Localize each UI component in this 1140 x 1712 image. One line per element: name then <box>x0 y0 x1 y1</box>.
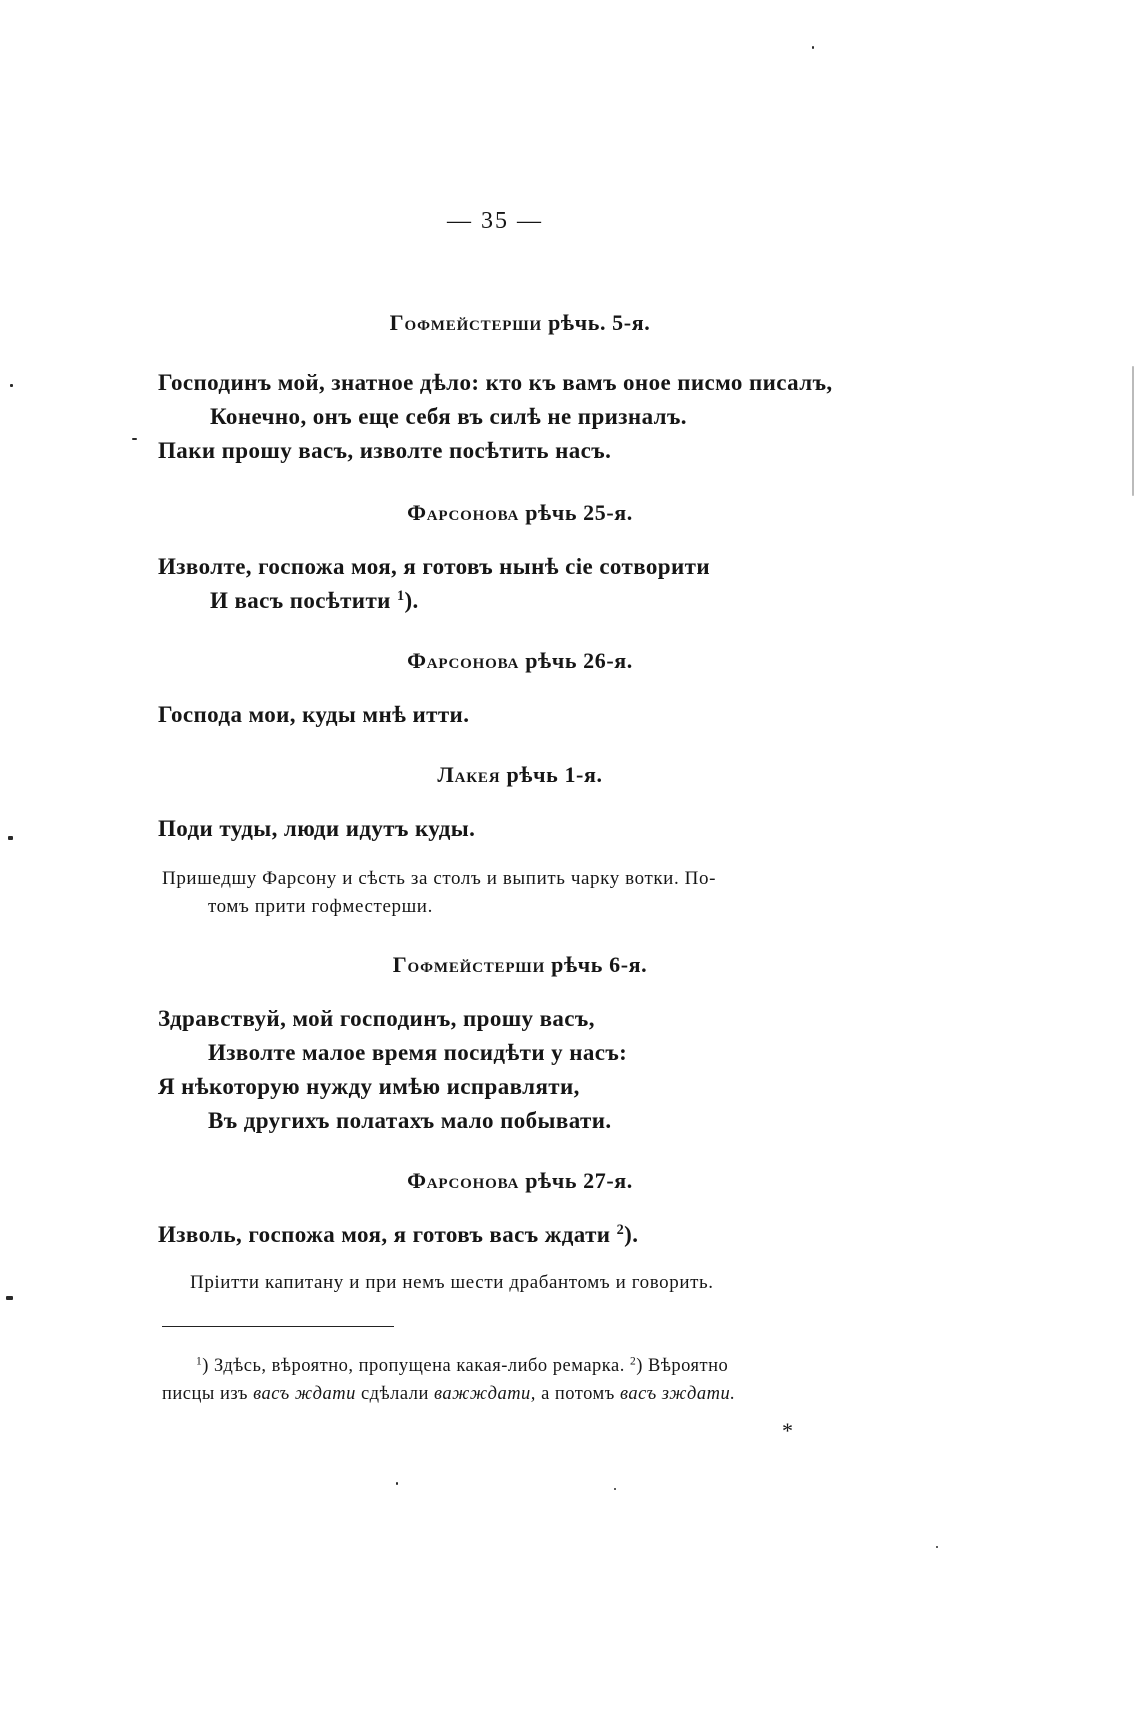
verse-line: Я нѣкоторую нужду имѣю исправляти, <box>158 1074 580 1099</box>
verse-line <box>158 1222 638 1248</box>
speech-heading <box>0 500 1040 526</box>
footnote-marker: 1 <box>196 1355 203 1368</box>
speaker-name: Фарсонова <box>407 500 520 525</box>
verse-text: Изволь, госпожа моя, я готовъ васъ ждати <box>158 1222 611 1247</box>
footnote-line <box>196 1356 728 1377</box>
speaker-name: Фарсонова <box>407 1168 520 1193</box>
signature-mark: * <box>782 1418 794 1443</box>
speech-heading <box>0 1168 1040 1194</box>
verse-line: Господинъ мой, знатное дѣло: кто къ вамъ оное писмо писалъ, <box>158 370 833 395</box>
speech-number: рѣчь. 5-я. <box>548 310 651 335</box>
stage-direction: томъ прити гофместерши. <box>208 896 433 917</box>
scan-speck <box>396 1482 398 1485</box>
stage-direction: Пріитти капитану и при немъ шести драбантомъ и говорить. <box>190 1272 714 1293</box>
verse-line: Господа мои, куды мнѣ итти. <box>158 702 470 727</box>
speaker-name: Лакея <box>437 762 501 787</box>
footnote-separator <box>162 1326 394 1327</box>
footnote-text: писцы изъ <box>162 1384 254 1404</box>
scan-speck <box>6 1296 13 1300</box>
verse-punctuation: ). <box>624 1222 639 1247</box>
speech-number: рѣчь 25-я. <box>525 500 633 525</box>
speech-number: рѣчь 27-я. <box>525 1168 633 1193</box>
scan-speck <box>10 384 13 387</box>
verse-line: Здравствуй, мой господинъ, прошу васъ, <box>158 1006 595 1031</box>
footnote-marker: 1 <box>396 588 405 605</box>
verse-line <box>210 588 419 614</box>
verse-line: Паки прошу васъ, изволте посѣтить насъ. <box>158 438 612 463</box>
footnote-italic: важждати, <box>434 1384 536 1404</box>
scan-speck <box>8 836 13 840</box>
verse-punctuation: ). <box>404 588 419 613</box>
footnote-marker: 2 <box>629 1355 637 1368</box>
footnote-marker: 2 <box>616 1222 625 1239</box>
verse-line: Конечно, онъ еще себя въ силѣ не призналъ. <box>210 404 687 429</box>
verse-line: Въ другихъ полатахъ мало побывати. <box>208 1108 612 1133</box>
scan-speck <box>936 1546 938 1548</box>
verse-line: Изволте, госпожа моя, я готовъ нынѣ сіе сотворити <box>158 554 710 579</box>
footnote-text: сдѣлали <box>355 1384 435 1404</box>
verse-text: И васъ посѣтити <box>210 588 391 613</box>
scan-edge <box>1132 366 1134 496</box>
speech-number: рѣчь 1-я. <box>506 762 603 787</box>
speaker-name: Гофмейстерши <box>389 310 542 335</box>
footnote-line <box>162 1384 735 1405</box>
page-number: — 35 — <box>447 208 543 234</box>
speaker-name: Гофмейстерши <box>392 952 546 977</box>
footnote-italic: васъ зждати. <box>619 1384 736 1404</box>
speech-heading <box>0 952 1040 978</box>
scan-speck <box>614 1488 616 1490</box>
verse-line: Изволте малое время посидѣти у насъ: <box>208 1040 628 1065</box>
speech-heading <box>0 310 1040 336</box>
speech-number: рѣчь 26-я. <box>525 648 633 673</box>
speaker-name: Фарсонова <box>407 648 520 673</box>
scan-speck <box>812 46 814 49</box>
footnote-text: а потомъ <box>535 1384 620 1404</box>
verse-line: Поди туды, люди идутъ куды. <box>158 816 476 841</box>
footnote-text: ) Вѣроятно <box>636 1356 729 1376</box>
speech-heading <box>0 762 1040 788</box>
stage-direction: Пришедшу Фарсону и сѣсть за столъ и выпить чарку вотки. По- <box>162 868 716 889</box>
footnote-italic: васъ ждати <box>253 1384 356 1404</box>
footnote-text: ) Здѣсь, вѣроятно, пропущена какая-либо ремарка. <box>202 1356 625 1376</box>
scan-speck <box>132 438 137 440</box>
speech-heading <box>0 648 1040 674</box>
speech-number: рѣчь 6-я. <box>551 952 648 977</box>
